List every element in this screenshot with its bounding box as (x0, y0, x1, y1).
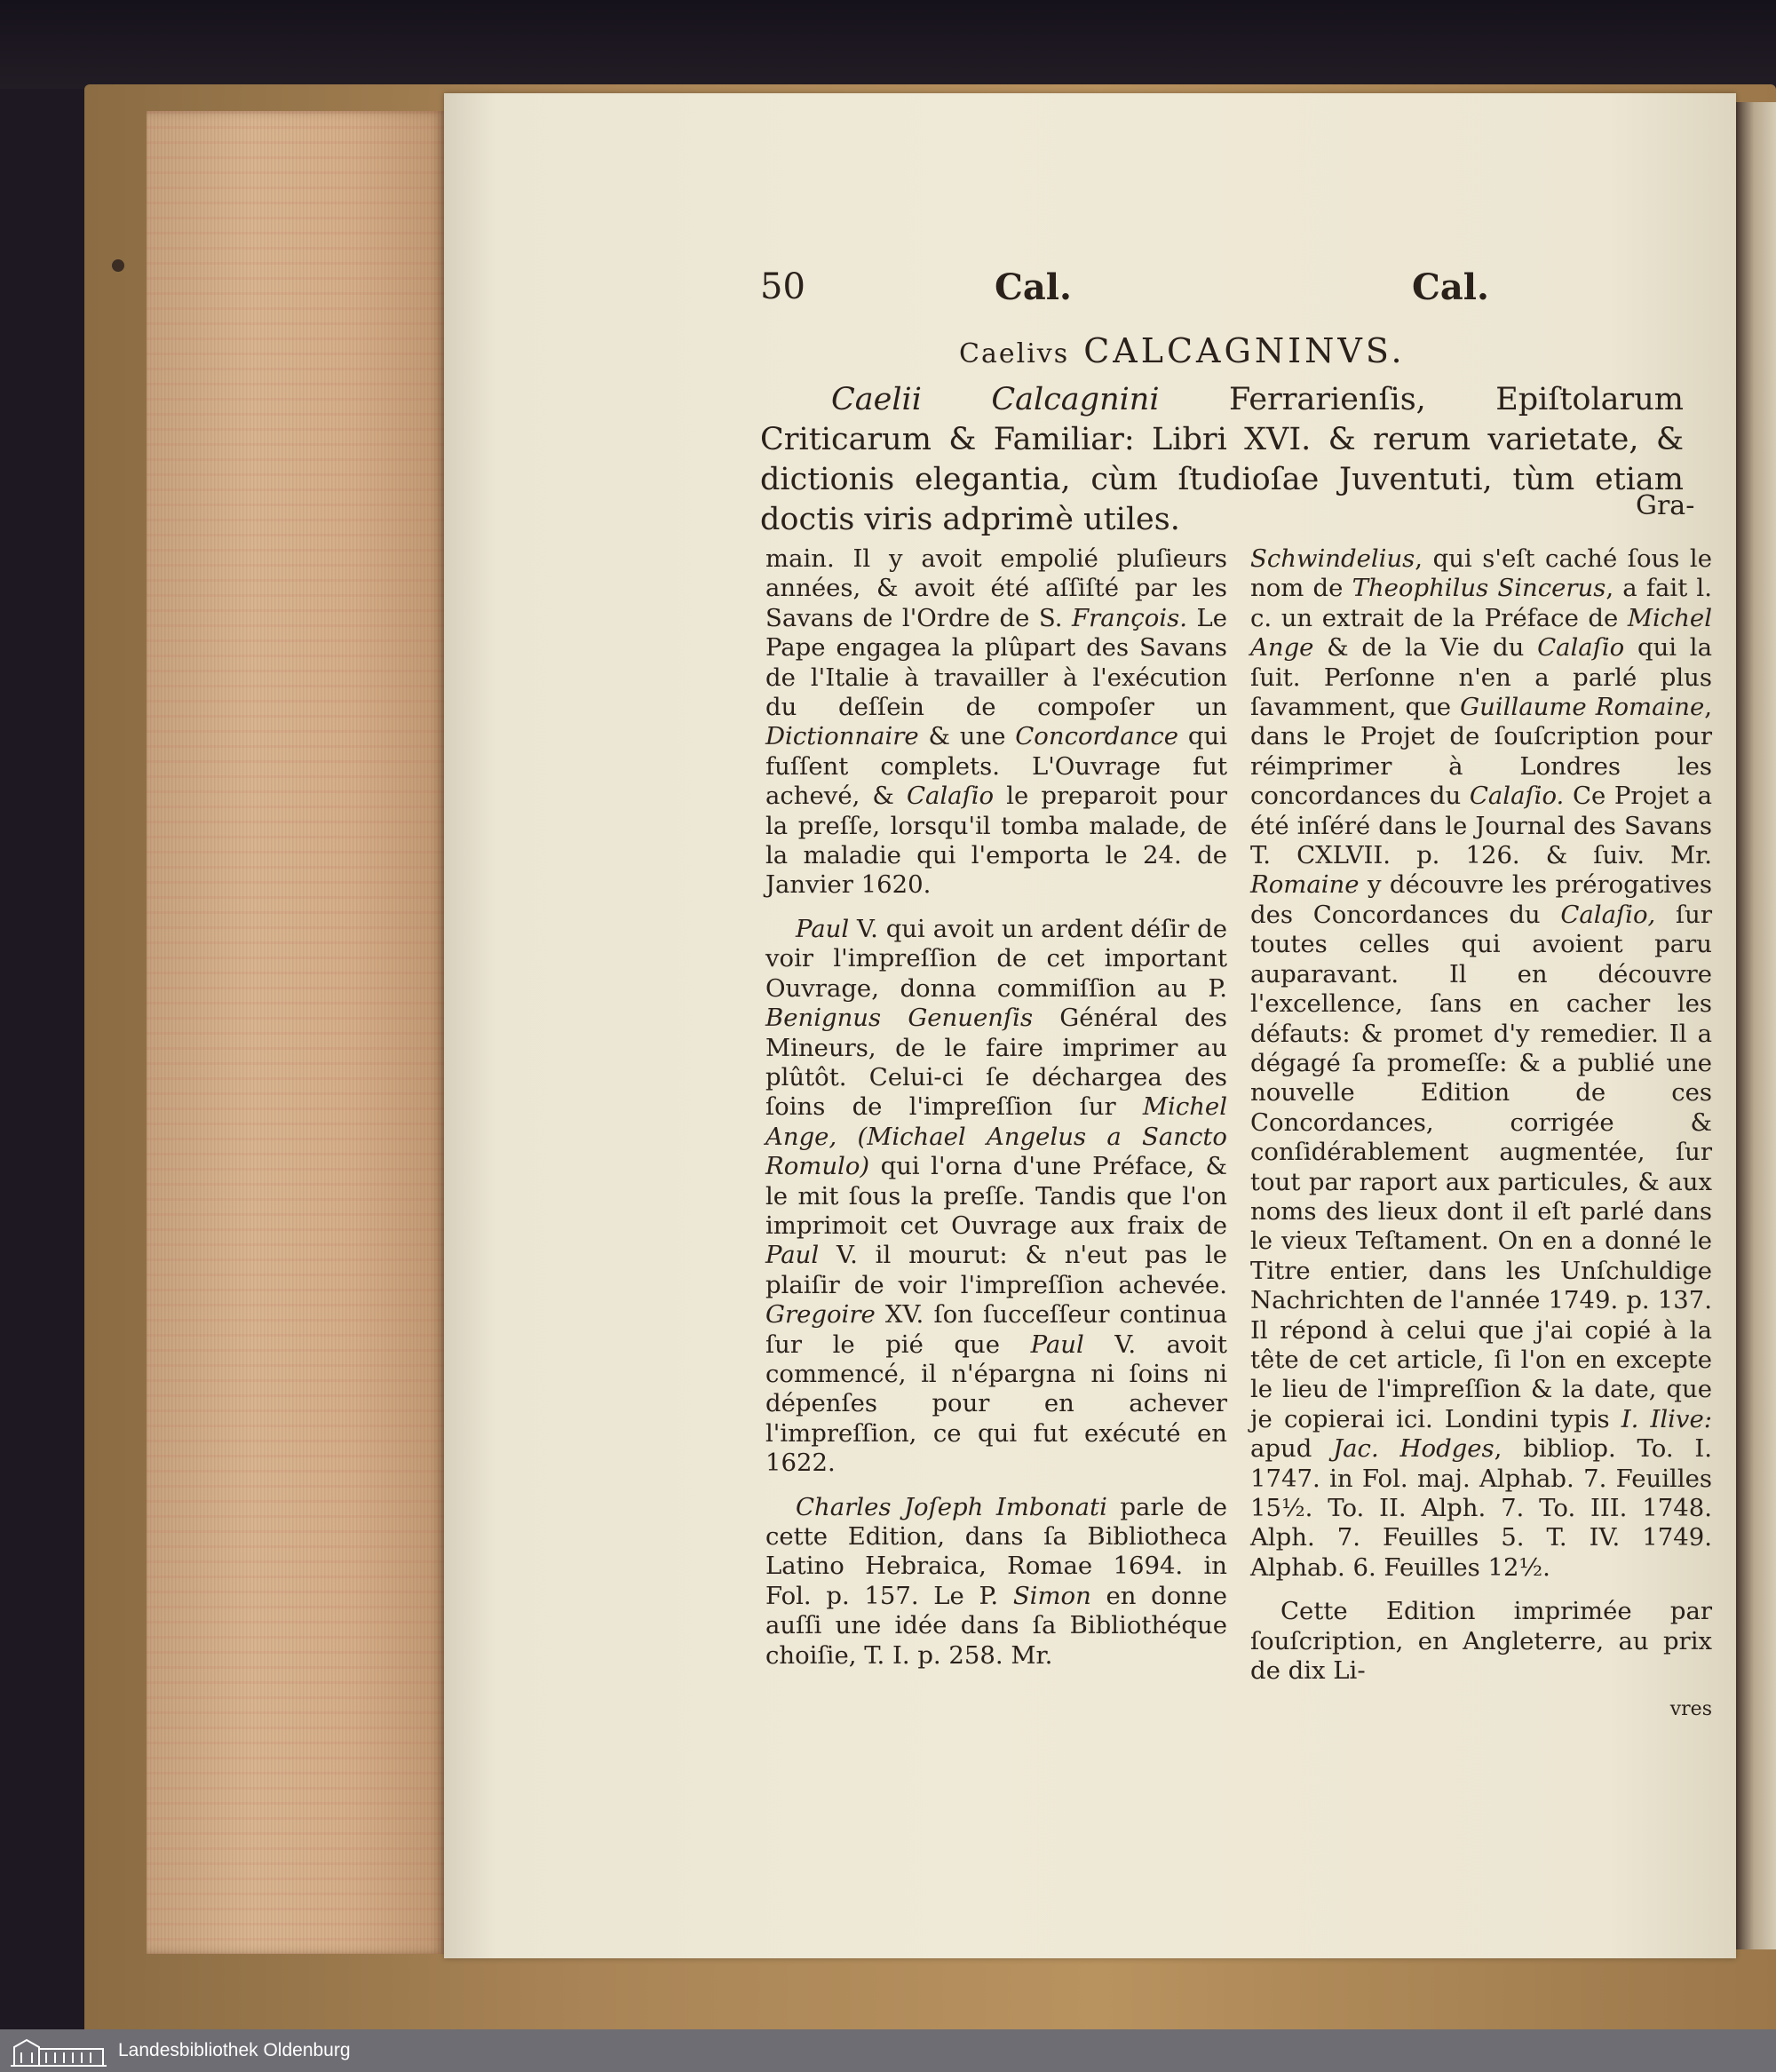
text-column-right (1250, 544, 1712, 1739)
footer-label: Landesbibliothek Oldenburg (118, 2040, 351, 2060)
paragraph: Cette Edition imprimée par ſouſcription, en Angleterre, au prix de dix Li- (1250, 1597, 1712, 1686)
entry-heading (959, 331, 1406, 370)
page-block-edges (147, 111, 444, 1954)
paragraph: main. Il y avoit empolié pluſieurs années, & avoit été aſſiſté par les Savans de l'Ordre de S. François. Le Pape engagea la plûpart des Savans de l'Italie à travailler à l'exécution du deſſein de compoſer un Dictionnaire & une Concordance qui fuſſent complets. L'Ouvrage fut achevé, & Calaſio le preparoit pour la preſſe, lorsqu'il tomba malade, de la maladie qui l'emporta le 24. de Janvier 1620. (765, 544, 1228, 900)
catchword-top: Gra- (1636, 490, 1695, 521)
title-text: Ferrarienſis, Epiſtolarum Criticarum & Familiar: Libri XVI. & rerum varietate, & dictionis elegantia, cùm ſtudioſae Juventuti, tùm etiam doctis viris adprimè utiles. (760, 382, 1684, 537)
catchword-bottom: vres (1669, 1698, 1712, 1721)
entry-heading-caps: CALCAGNINVS. (1083, 331, 1406, 370)
page-number: 50 (760, 266, 805, 307)
footer-bar (0, 2029, 1776, 2072)
next-page-edge (1736, 102, 1776, 1949)
library-building-icon (9, 2033, 108, 2068)
paragraph: Paul V. qui avoit un ardent déſir de voir l'impreſſion de cet important Ouvrage, donna commiſſion au P. Benignus Genuenſis Général des Mineurs, de le faire imprimer au plûtôt. Celui-ci ſe déchargea des ſoins de l'impreſſion ſur Michel Ange, (Michael Angelus a Sancto Romulo) qui l'orna d'une Préface, & le mit ſous la preſſe. Tandis que l'on imprimoit cet Ouvrage aux fraix de Paul V. il mourut: & n'eut pas le plaiſir de voir l'impreſſion achevée. Gregoire XV. ſon ſucceſſeur continua ſur le pié que Paul V. avoit commencé, il n'épargna ni ſoins ni dépenſes pour en achever l'impreſſion, ce qui fut exécuté en 1622. (765, 914, 1227, 1478)
running-header-right: Cal. (1412, 266, 1489, 308)
cover-stud (112, 259, 124, 272)
entry-title (760, 380, 1684, 540)
paragraph: Schwindelius, qui s'eſt caché ſous le nom de Theophilus Sincerus, a fait l. c. un extrait de la Préface de Michel Ange & de la Vie du Calaſio qui la ſuit. Perſonne n'en a parlé plus ſavamment, que Guillaume Romaine, dans le Projet de ſouſcription pour réimprimer à Londres les concordances du Calaſio. Ce Projet a été inſéré dans le Journal des Savans T. CXLVII. p. 126. & ſuiv. Mr. Romaine y découvre les prérogatives des Concordances du Calaſio, ſur toutes celles qui avoient paru auparavant. Il en découvre l'excellence, ſans en cacher les défauts: & promet d'y remedier. Il a dégagé ſa promeſſe: & a publié une nouvelle Edition de ces Concordances, corrigée & conſidérablement augmentée, ſur tout par raport aux particules, & aux noms des lieux dont il eſt parlé dans le vieux Teſtament. On en a donné le Titre entier, dans les Unſchuldige Nachrichten de l'année 1749. p. 137. Il répond à celui que j'ai copié à la tête de cet article, ſi l'on en excepte le lieu de l'impreſſion & la date, que je copierai ici. Londini typis I. Ilive: apud Jac. Hodges, bibliop. To. I. 1747. in Fol. maj. Alphab. 7. Feuilles 15½. To. II. Alph. 7. To. III. 1748. Alph. 7. Feuilles 5. T. IV. 1749. Alphab. 6. Feuilles 12½. (1250, 544, 1713, 1582)
entry-heading-small: Caelivs (959, 338, 1070, 369)
title-author: Caelii Calcagnini (831, 382, 1160, 417)
paragraph: Charles Joſeph Imbonati parle de cette Edition, dans ſa Bibliotheca Latino Hebraica, Romae 1694. in Fol. p. 157. Le P. Simon en donne auſſi une idée dans ſa Bibliothéque choiſie, T. I. p. 258. Mr. (765, 1492, 1227, 1670)
background-top (0, 0, 1776, 89)
text-column-left (765, 544, 1227, 1685)
running-header-left: Cal. (995, 266, 1072, 308)
